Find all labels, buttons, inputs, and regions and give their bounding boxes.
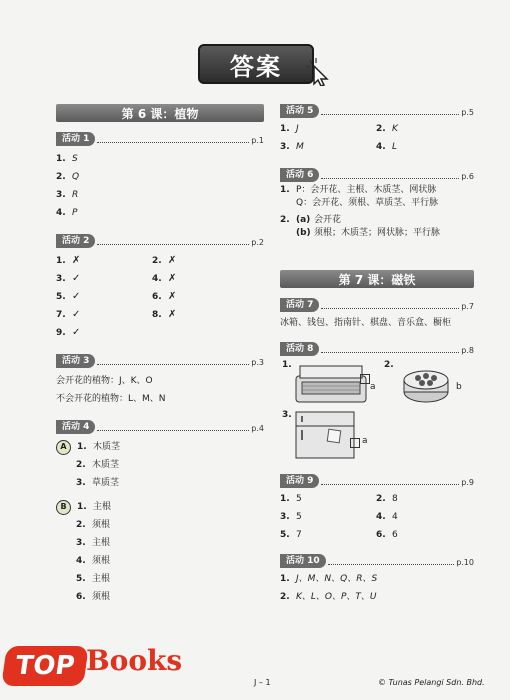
typewriter-image: [294, 362, 368, 404]
item-number: 2.: [76, 520, 86, 530]
item-number: 5.: [76, 574, 86, 584]
check-mark: ✓: [72, 309, 81, 320]
dot-leader: [321, 484, 459, 485]
answer-line: 冰箱、钱包、指南针、棋盘、音乐盒、橱柜: [280, 318, 452, 328]
item-number: 3.: [76, 478, 86, 488]
item-answer: R: [72, 190, 79, 200]
item-number: 2.: [280, 592, 290, 602]
dot-leader: [321, 308, 459, 309]
item-answer: 木质茎: [93, 442, 121, 452]
page-ref: p.9: [461, 478, 474, 487]
item-answer: S: [72, 154, 78, 164]
item-answer: Q: [72, 172, 80, 182]
item-number: 5.: [56, 292, 66, 302]
activity-label: 活动 8: [280, 342, 319, 356]
activity-label: 活动 1: [56, 132, 95, 146]
cross-mark: ✗: [168, 273, 177, 284]
cross-mark: ✗: [168, 309, 177, 320]
refrigerator-image: [294, 410, 356, 460]
item-number: 8.: [152, 310, 162, 320]
item-answer: M: [296, 142, 304, 152]
item-answer: 草质茎: [92, 478, 120, 488]
item-number: 4.: [76, 556, 86, 566]
activity-4: [56, 420, 264, 606]
answer-line: 须根；木质茎；网状脉；平行脉: [314, 228, 441, 238]
dot-leader: [97, 364, 249, 365]
item-number: 4.: [152, 274, 162, 284]
item-answer: 主根: [92, 574, 111, 584]
item-number: 3.: [280, 512, 290, 522]
item-number: 4.: [376, 512, 386, 522]
page-ref: p.8: [461, 346, 474, 355]
lesson-6-header: 第 6 课：植物: [56, 104, 264, 122]
item-number: 9.: [56, 328, 66, 338]
page-ref: p.6: [461, 172, 474, 181]
item-answer: 主根: [93, 502, 112, 512]
cross-mark: ✗: [168, 291, 177, 302]
item-answer: 4: [392, 512, 398, 522]
item-number: 2.: [76, 460, 86, 470]
item-number: 1.: [77, 442, 87, 452]
label-letter: b: [456, 382, 462, 392]
copyright-text: © Tunas Pelangi Sdn. Bhd.: [378, 678, 485, 687]
item-number: 6.: [152, 292, 162, 302]
activity-label: 活动 10: [280, 554, 326, 568]
page-ref: p.4: [251, 424, 264, 433]
check-mark: ✓: [72, 327, 81, 338]
item-number: 7.: [56, 310, 66, 320]
check-mark: ✓: [72, 273, 81, 284]
section-a-badge: A: [56, 440, 71, 455]
item-answer: 5: [296, 494, 302, 504]
dot-leader: [97, 430, 249, 431]
dot-leader: [321, 352, 459, 353]
dot-leader: [328, 564, 455, 565]
section-b-badge: B: [56, 500, 71, 515]
item-number: 6.: [76, 592, 86, 602]
item-number: 1.: [56, 154, 66, 164]
item-number: 2.: [280, 215, 290, 225]
item-answer: 6: [392, 530, 398, 540]
cross-mark: ✗: [168, 255, 177, 266]
left-column: [56, 104, 264, 606]
item-number: 2.: [384, 360, 394, 370]
logo-top-text: TOP: [1, 646, 89, 686]
part-label: (a): [296, 215, 311, 225]
item-answer: 5: [296, 512, 302, 522]
dot-leader: [321, 178, 459, 179]
item-number: 1.: [280, 574, 290, 584]
logo-books-text: Books: [86, 644, 183, 677]
activity-label: 活动 6: [280, 168, 319, 182]
item-number: 3.: [280, 142, 290, 152]
item-answer: 木质茎: [92, 460, 120, 470]
activity-label: 活动 4: [56, 420, 95, 434]
lesson-7-header: 第 7 课：磁铁: [280, 270, 474, 288]
item-number: 1.: [280, 185, 290, 195]
activity-7: [280, 298, 474, 332]
item-number: 4.: [56, 208, 66, 218]
item-number: 2.: [152, 256, 162, 266]
activity-label: 活动 3: [56, 354, 95, 368]
dot-leader: [97, 142, 249, 143]
page-ref: p.7: [461, 302, 474, 311]
item-number: 4.: [376, 142, 386, 152]
page-ref: p.1: [251, 136, 264, 145]
dot-leader: [321, 114, 459, 115]
item-answer: 7: [296, 530, 302, 540]
activity-label: 活动 2: [56, 234, 95, 248]
activity-10: [280, 554, 474, 606]
answer-line: 不会开花的植物：L、M、N: [56, 394, 166, 404]
label-letter: a: [370, 382, 376, 392]
item-answer: 主根: [92, 538, 111, 548]
answer-box: [360, 374, 370, 384]
item-number: 1.: [77, 502, 87, 512]
page-ref: p.2: [251, 238, 264, 247]
item-number: 1.: [282, 360, 292, 370]
activity-9: [280, 474, 474, 544]
cross-mark: ✗: [72, 255, 81, 266]
cursor-icon: [306, 58, 332, 86]
activity-1: [56, 132, 264, 222]
page-ref: p.10: [456, 558, 474, 567]
item-number: 1.: [280, 494, 290, 504]
activity-6: [280, 168, 474, 240]
topbooks-watermark-logo: [0, 638, 183, 694]
item-number: 3.: [56, 190, 66, 200]
item-number: 2.: [376, 124, 386, 134]
answer-box: [350, 438, 360, 448]
activity-5: [280, 104, 474, 156]
activity-3: [56, 354, 264, 408]
activity-8: [280, 342, 474, 462]
part-label: (b): [296, 228, 311, 238]
answer-line: 会开花: [314, 215, 342, 225]
item-number: 1.: [280, 124, 290, 134]
right-column: [280, 104, 474, 606]
item-number: 3.: [56, 274, 66, 284]
item-number: 3.: [76, 538, 86, 548]
item-answer: J、M、N、Q、R、S: [296, 574, 378, 584]
item-answer: K: [392, 124, 398, 134]
check-mark: ✓: [72, 291, 81, 302]
item-answer: 须根: [92, 520, 111, 530]
activity-2: [56, 234, 264, 342]
item-number: 2.: [376, 494, 386, 504]
label-letter: a: [362, 436, 368, 446]
page-title: 答案: [198, 44, 314, 84]
item-answer: P: [72, 208, 78, 218]
item-answer: J: [296, 124, 299, 134]
activity-label: 活动 5: [280, 104, 319, 118]
title-banner: [198, 44, 326, 84]
item-number: 2.: [56, 172, 66, 182]
item-answer: 须根: [92, 592, 111, 602]
item-number: 5.: [280, 530, 290, 540]
item-answer: 8: [392, 494, 398, 504]
page-number: J – 1: [254, 678, 271, 687]
dot-leader: [97, 244, 249, 245]
answer-line: 会开花的植物：J、K、O: [56, 376, 153, 386]
activity-label: 活动 7: [280, 298, 319, 312]
page-ref: p.5: [461, 108, 474, 117]
music-box-image: [402, 362, 452, 406]
item-number: 6.: [376, 530, 386, 540]
page-ref: p.3: [251, 358, 264, 367]
item-number: 1.: [56, 256, 66, 266]
answer-line: Q：会开花、须根、草质茎、平行脉: [296, 198, 439, 208]
item-answer: L: [392, 142, 398, 152]
item-answer: K、L、O、P、T、U: [296, 592, 377, 602]
activity-label: 活动 9: [280, 474, 319, 488]
item-answer: 须根: [92, 556, 111, 566]
answer-line: P：会开花、主根、木质茎、网状脉: [296, 185, 437, 195]
item-number: 3.: [282, 410, 292, 420]
